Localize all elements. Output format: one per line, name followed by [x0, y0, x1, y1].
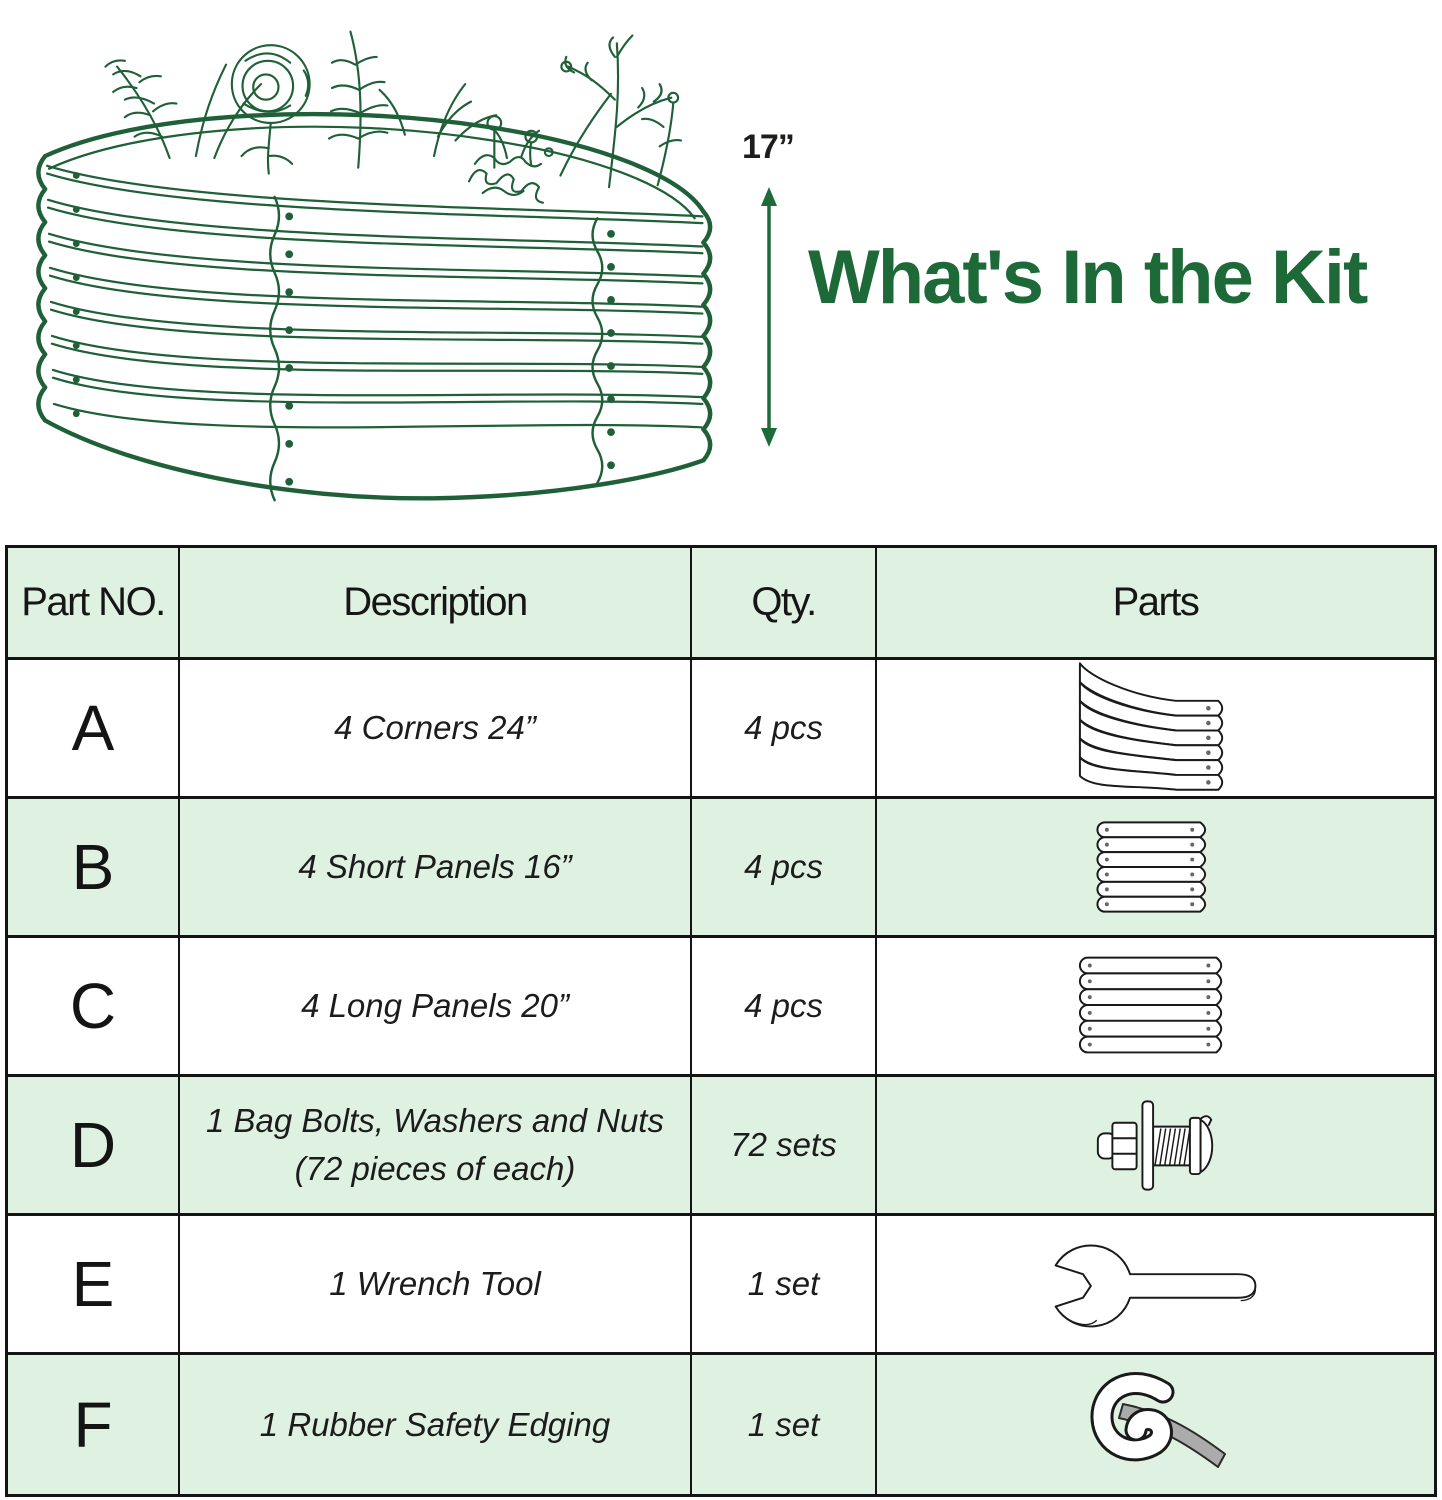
raised-garden-bed-illustration: [16, 2, 716, 524]
bolt-washer-nut-icon: [1093, 1089, 1219, 1202]
header-cell-part-no: [8, 548, 180, 660]
part-letter: A: [71, 692, 115, 764]
part-letter: C: [69, 970, 117, 1042]
part-letter: F: [73, 1388, 113, 1461]
parts-cell-a: [877, 660, 1434, 799]
qty-text: 4 pcs: [744, 987, 823, 1025]
corner-panel-icon: [1072, 661, 1240, 795]
qty-cell-f: [692, 1355, 877, 1494]
qty-cell-b: [692, 799, 877, 938]
header-label: Part NO.: [21, 580, 165, 624]
parts-cell-c: [877, 938, 1434, 1077]
qty-cell-d: [692, 1077, 877, 1216]
bed-line-art: [38, 114, 710, 500]
header-label: Description: [343, 580, 527, 624]
height-arrow-icon: [752, 186, 786, 448]
parts-cell-e: [877, 1216, 1434, 1355]
description-text: 4 Long Panels 20”: [301, 987, 569, 1025]
qty-cell-a: [692, 660, 877, 799]
description-cell-e: [180, 1216, 692, 1355]
header-cell-description: [180, 548, 692, 660]
description-cell-a: [180, 660, 692, 799]
parts-table: [5, 545, 1437, 1497]
description-text: 4 Short Panels 16”: [298, 848, 572, 886]
part-no-cell-e: [8, 1216, 180, 1355]
header-cell-qty: [692, 548, 877, 660]
description-cell-d: [180, 1077, 692, 1216]
rubber-edging-icon: [1081, 1370, 1231, 1480]
qty-cell-c: [692, 938, 877, 1077]
page-title: What's In the Kit: [808, 235, 1367, 320]
description-text-line2: (72 pieces of each): [294, 1150, 576, 1187]
description-cell-f: [180, 1355, 692, 1494]
parts-cell-f: [877, 1355, 1434, 1494]
part-letter: E: [71, 1248, 115, 1320]
hero-section: [0, 0, 1442, 545]
header-label: Qty.: [751, 580, 816, 624]
description-text: 4 Corners 24”: [334, 709, 536, 747]
description-text: 1 Wrench Tool: [329, 1265, 541, 1303]
wrench-icon: [1036, 1234, 1276, 1334]
long-panel-icon: [1072, 956, 1240, 1056]
part-no-cell-c: [8, 938, 180, 1077]
qty-text: 4 pcs: [744, 848, 823, 886]
part-letter: B: [71, 831, 115, 903]
part-letter: D: [69, 1109, 117, 1181]
part-no-cell-f: [8, 1355, 180, 1494]
parts-cell-d: [877, 1077, 1434, 1216]
qty-text: 4 pcs: [744, 709, 823, 747]
header-label: Parts: [1112, 580, 1199, 624]
part-no-cell-a: [8, 660, 180, 799]
qty-text: 72 sets: [730, 1126, 837, 1164]
qty-text: 1 set: [747, 1405, 820, 1443]
description-text: 1 Rubber Safety Edging: [259, 1405, 611, 1443]
description-cell-c: [180, 938, 692, 1077]
description-cell-b: [180, 799, 692, 938]
parts-cell-b: [877, 799, 1434, 938]
qty-text: 1 set: [747, 1265, 820, 1303]
header-cell-parts: [877, 548, 1434, 660]
part-no-cell-b: [8, 799, 180, 938]
height-label: 17”: [742, 128, 794, 166]
qty-cell-e: [692, 1216, 877, 1355]
description-text: 1 Bag Bolts, Washers and Nuts: [206, 1102, 664, 1140]
short-panel-icon: [1089, 821, 1223, 913]
part-no-cell-d: [8, 1077, 180, 1216]
